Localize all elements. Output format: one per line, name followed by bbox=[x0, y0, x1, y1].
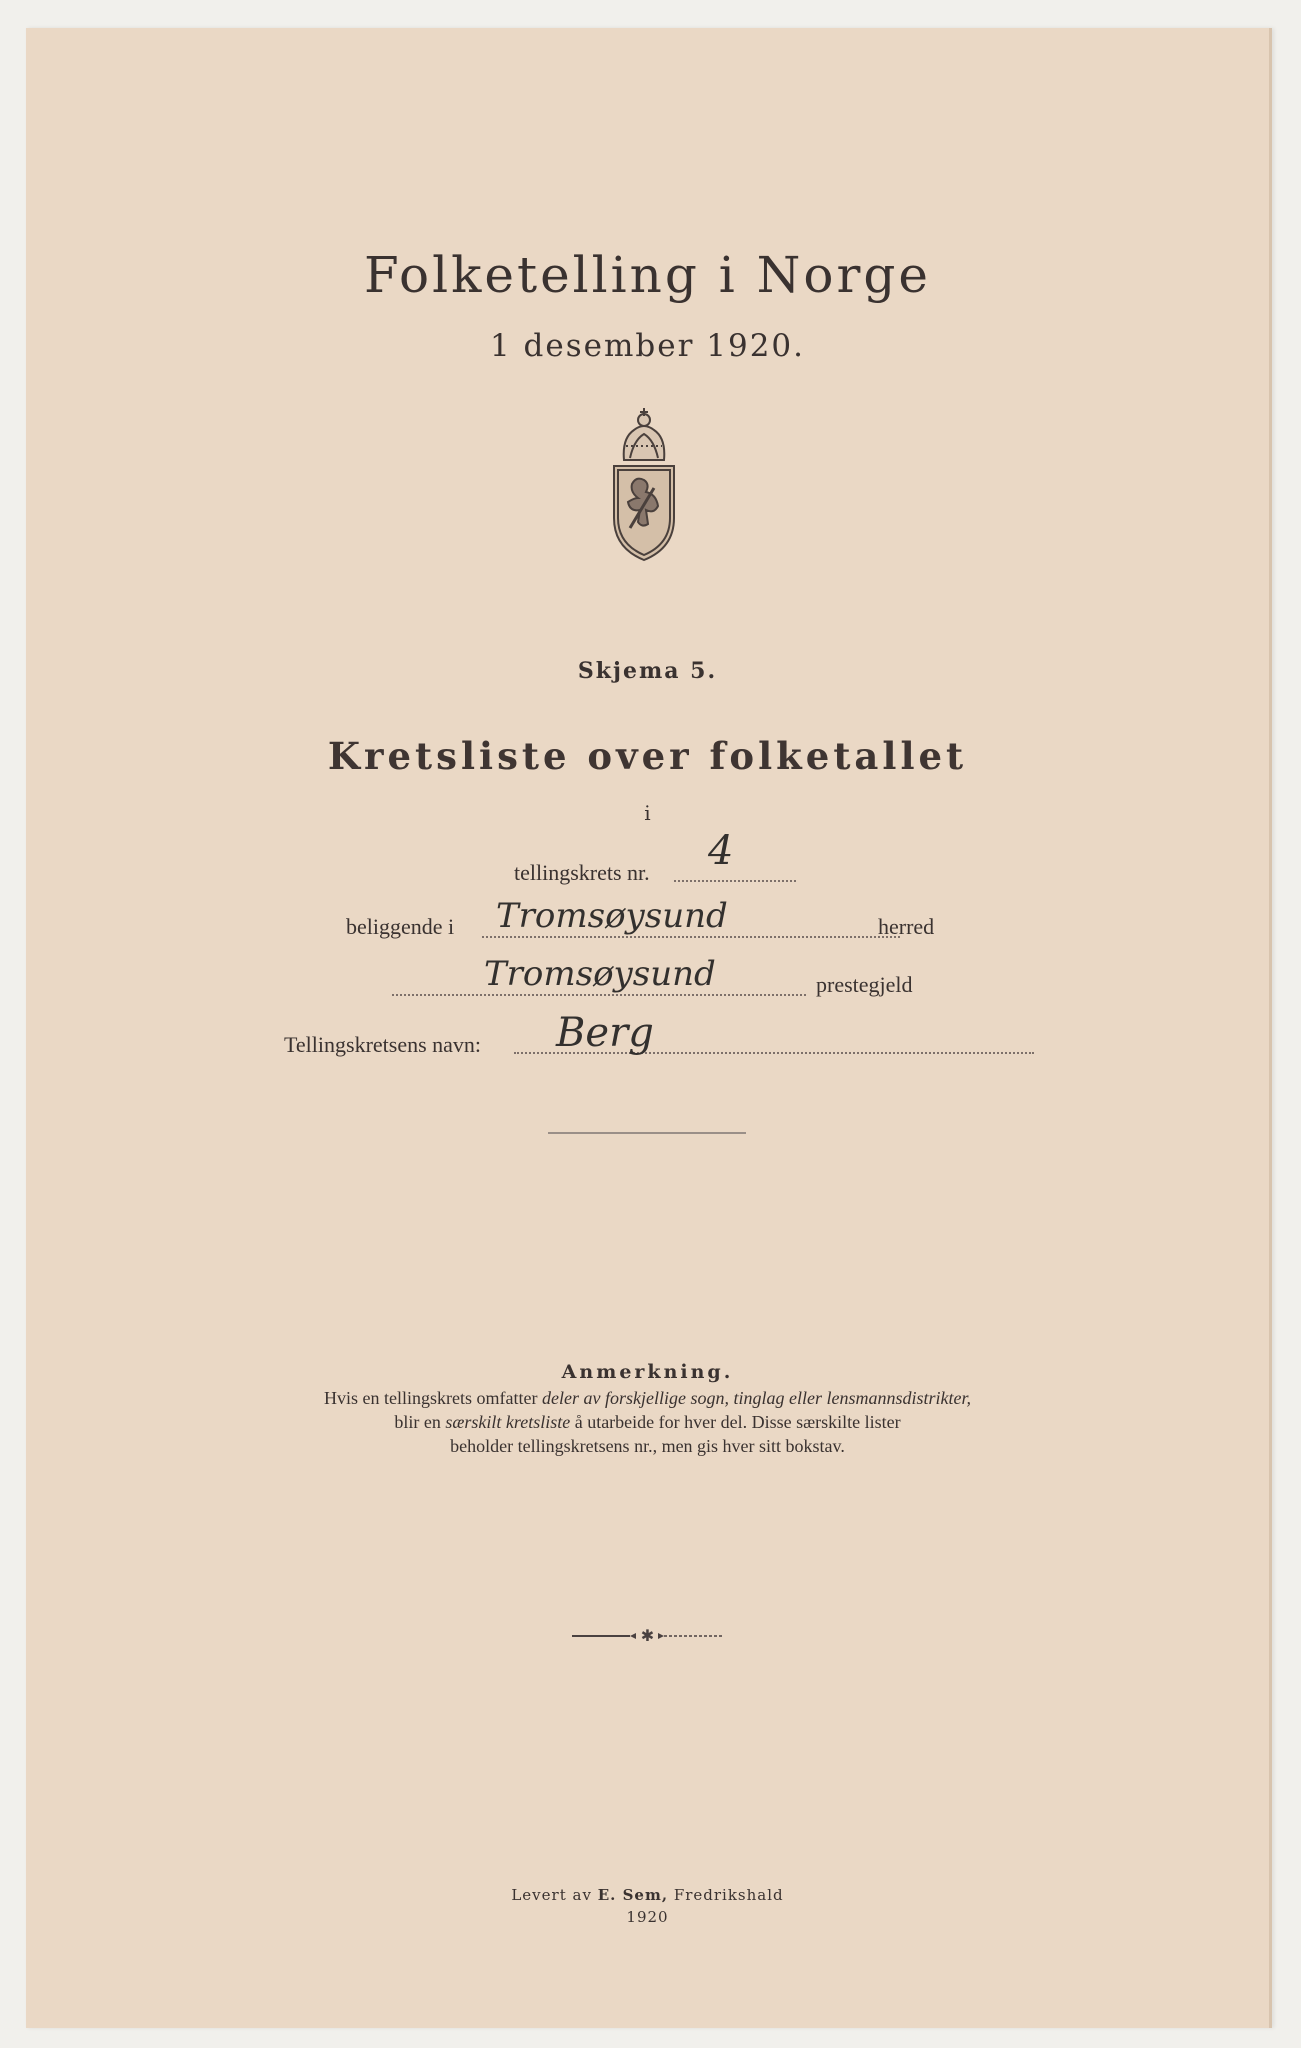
tellingskrets-value: 4 bbox=[708, 828, 734, 874]
census-form-page bbox=[26, 28, 1272, 2028]
schema-number: Skjema 5. bbox=[577, 658, 718, 684]
note-line-2-text-c: å utarbeide for hver del. Disse særskilte lister bbox=[570, 1412, 901, 1432]
note-heading: Anmerkning. bbox=[561, 1361, 734, 1383]
navn-value: Berg bbox=[556, 1010, 654, 1056]
coat-of-arms-icon bbox=[594, 398, 694, 568]
herred-dotted-line bbox=[482, 936, 900, 938]
tellingskrets-label: tellingskrets nr. bbox=[514, 860, 650, 885]
herred-label: herred bbox=[878, 914, 935, 939]
printer-year: 1920 bbox=[626, 1908, 669, 1926]
note-line-2-italic: særskilt kretsliste bbox=[445, 1412, 571, 1432]
note-line-1 bbox=[26, 1388, 1269, 1409]
printer-line bbox=[26, 1886, 1269, 1904]
printer-text: Levert av bbox=[511, 1886, 598, 1904]
divider-line bbox=[548, 1132, 746, 1134]
prestegjeld-dotted-line bbox=[392, 994, 806, 996]
svg-text:✱: ✱ bbox=[640, 1628, 654, 1644]
census-date: 1 desember 1920. bbox=[489, 328, 806, 364]
note-line-1-italic: deler av forskjellige sogn, tinglag eller lensmannsdistrikter, bbox=[542, 1388, 971, 1408]
beliggende-label: beliggende i bbox=[346, 914, 455, 939]
printer-city: Fredrikshald bbox=[668, 1886, 784, 1904]
printer-name: E. Sem, bbox=[597, 1886, 669, 1904]
prestegjeld-value: Tromsøysund bbox=[484, 954, 716, 994]
note-line-1-text: Hvis en tellingskrets omfatter bbox=[324, 1388, 542, 1408]
connector-word: i bbox=[644, 801, 651, 825]
note-line-2 bbox=[26, 1412, 1269, 1433]
navn-label: Tellingskretsens navn: bbox=[284, 1032, 482, 1057]
note-line-2-text-a: blir en bbox=[394, 1412, 446, 1432]
page-title: Folketelling i Norge bbox=[364, 246, 931, 304]
ornament-divider-icon bbox=[572, 1628, 722, 1644]
herred-value: Tromsøysund bbox=[496, 896, 728, 936]
prestegjeld-label: prestegjeld bbox=[816, 972, 913, 997]
note-line-3: beholder tellingskretsens nr., men gis hver sitt bokstav. bbox=[450, 1436, 845, 1456]
tellingskrets-dotted-line bbox=[674, 880, 796, 882]
form-heading: Kretsliste over folketallet bbox=[327, 734, 968, 778]
